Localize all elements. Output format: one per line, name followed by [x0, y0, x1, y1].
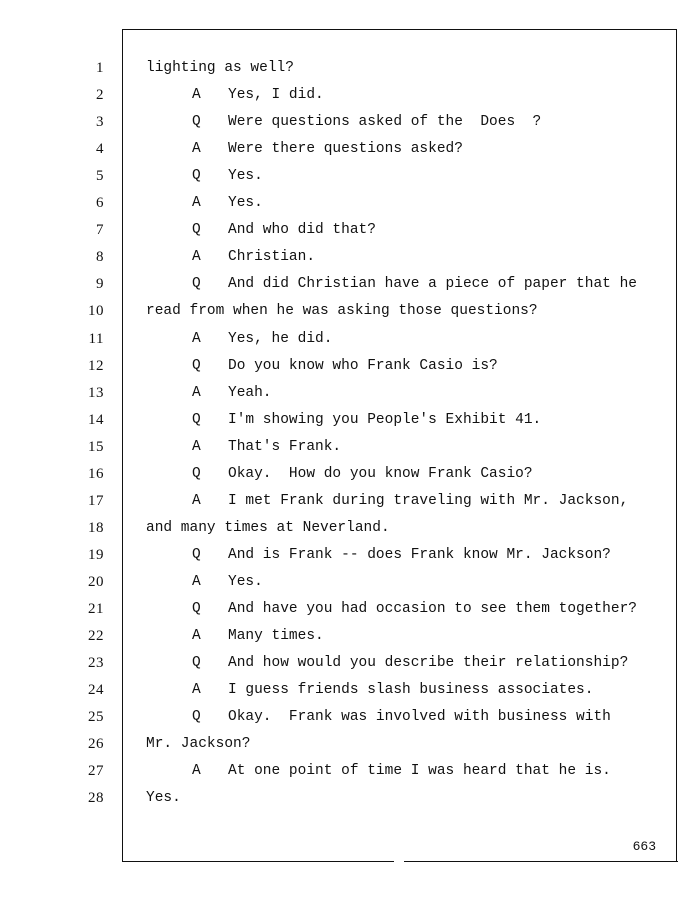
- answer-line: [192, 248, 315, 266]
- line-text: At one point of time I was heard that he is.: [228, 763, 611, 779]
- line-number: 19: [88, 547, 104, 563]
- answer-line: [192, 384, 272, 402]
- line-text: Yes, he did.: [228, 331, 333, 347]
- question-line: [192, 708, 611, 726]
- question-line: [192, 275, 637, 293]
- question-line: [192, 600, 637, 618]
- speaker-label: Q: [192, 412, 201, 428]
- answer-line: [192, 194, 263, 212]
- line-number: 22: [88, 628, 104, 644]
- line-text: That's Frank.: [228, 439, 342, 455]
- speaker-label: A: [192, 493, 201, 509]
- line-number: 4: [96, 141, 104, 157]
- speaker-label: A: [192, 439, 201, 455]
- continuation-line: [146, 735, 250, 753]
- line-number: 16: [88, 466, 104, 482]
- answer-line: [192, 438, 341, 456]
- speaker-label: A: [192, 141, 201, 157]
- line-text: And who did that?: [228, 222, 376, 238]
- line-number: 2: [96, 87, 104, 103]
- question-line: [192, 221, 376, 239]
- line-number: 25: [88, 709, 104, 725]
- continuation-line: [146, 59, 294, 77]
- speaker-label: A: [192, 87, 201, 103]
- question-line: [192, 357, 498, 375]
- speaker-label: A: [192, 628, 201, 644]
- answer-line: [192, 492, 628, 510]
- line-number: 28: [88, 790, 104, 806]
- line-number: 3: [96, 114, 104, 130]
- line-text: And did Christian have a piece of paper that he: [228, 276, 637, 292]
- speaker-label: Q: [192, 276, 201, 292]
- line-number: 11: [88, 331, 104, 347]
- line-text: And have you had occasion to see them together?: [228, 601, 637, 617]
- question-line: [192, 411, 541, 429]
- line-text: Many times.: [228, 628, 324, 644]
- line-number: 8: [96, 249, 104, 265]
- line-number: 5: [96, 168, 104, 184]
- line-text: I'm showing you People's Exhibit 41.: [228, 412, 542, 428]
- page-border-bottom: [122, 861, 394, 862]
- line-text: read from when he was asking those questions?: [146, 303, 538, 319]
- page-border-left: [122, 29, 123, 862]
- speaker-label: A: [192, 763, 201, 779]
- line-number: 20: [88, 574, 104, 590]
- answer-line: [192, 330, 332, 348]
- line-number: 18: [88, 520, 104, 536]
- continuation-line: [146, 519, 390, 537]
- line-text: Do you know who Frank Casio is?: [228, 358, 498, 374]
- answer-line: [192, 140, 463, 158]
- line-text: Okay. Frank was involved with business with: [228, 709, 611, 725]
- page-number: 663: [632, 839, 656, 854]
- question-line: [192, 546, 611, 564]
- line-text: Christian.: [228, 249, 316, 265]
- speaker-label: A: [192, 385, 201, 401]
- speaker-label: Q: [192, 655, 201, 671]
- line-text: Yes.: [146, 790, 181, 806]
- line-number: 17: [88, 493, 104, 509]
- speaker-label: Q: [192, 222, 201, 238]
- question-line: [192, 113, 541, 131]
- question-line: [192, 654, 628, 672]
- line-number: 6: [96, 195, 104, 211]
- speaker-label: A: [192, 574, 201, 590]
- line-number: 15: [88, 439, 104, 455]
- continuation-line: [146, 302, 538, 320]
- line-text: Were questions asked of the Does ?: [228, 114, 542, 130]
- line-number: 7: [96, 222, 104, 238]
- page-border-right: [676, 29, 677, 862]
- line-number: 13: [88, 385, 104, 401]
- answer-line: [192, 762, 611, 780]
- line-number: 23: [88, 655, 104, 671]
- line-number: 27: [88, 763, 104, 779]
- speaker-label: Q: [192, 547, 201, 563]
- speaker-label: Q: [192, 114, 201, 130]
- answer-line: [192, 681, 593, 699]
- line-text: Mr. Jackson?: [146, 736, 251, 752]
- line-number: 14: [88, 412, 104, 428]
- page-border-top: [122, 29, 677, 30]
- question-line: [192, 465, 533, 483]
- speaker-label: Q: [192, 168, 201, 184]
- line-text: And how would you describe their relationship?: [228, 655, 629, 671]
- line-text: Yes.: [228, 195, 263, 211]
- answer-line: [192, 86, 324, 104]
- line-text: Yes, I did.: [228, 87, 324, 103]
- line-number: 12: [88, 358, 104, 374]
- line-number: 26: [88, 736, 104, 752]
- line-text: Okay. How do you know Frank Casio?: [228, 466, 533, 482]
- speaker-label: A: [192, 682, 201, 698]
- line-text: I guess friends slash business associates.: [228, 682, 594, 698]
- line-number: 1: [96, 60, 104, 76]
- speaker-label: A: [192, 249, 201, 265]
- line-text: lighting as well?: [146, 60, 294, 76]
- speaker-label: Q: [192, 466, 201, 482]
- speaker-label: Q: [192, 709, 201, 725]
- line-text: I met Frank during traveling with Mr. Jackson,: [228, 493, 629, 509]
- line-text: Yes.: [228, 574, 263, 590]
- speaker-label: A: [192, 195, 201, 211]
- speaker-label: A: [192, 331, 201, 347]
- continuation-line: [146, 789, 181, 807]
- line-number: 9: [96, 276, 104, 292]
- line-number: 10: [88, 303, 104, 319]
- speaker-label: Q: [192, 601, 201, 617]
- line-number: 24: [88, 682, 104, 698]
- line-text: Yes.: [228, 168, 263, 184]
- line-text: And is Frank -- does Frank know Mr. Jackson?: [228, 547, 611, 563]
- speaker-label: Q: [192, 358, 201, 374]
- answer-line: [192, 627, 324, 645]
- line-text: Were there questions asked?: [228, 141, 463, 157]
- answer-line: [192, 573, 263, 591]
- page-border-bottom: [404, 861, 678, 862]
- line-text: and many times at Neverland.: [146, 520, 390, 536]
- line-text: Yeah.: [228, 385, 272, 401]
- question-line: [192, 167, 263, 185]
- line-number: 21: [88, 601, 104, 617]
